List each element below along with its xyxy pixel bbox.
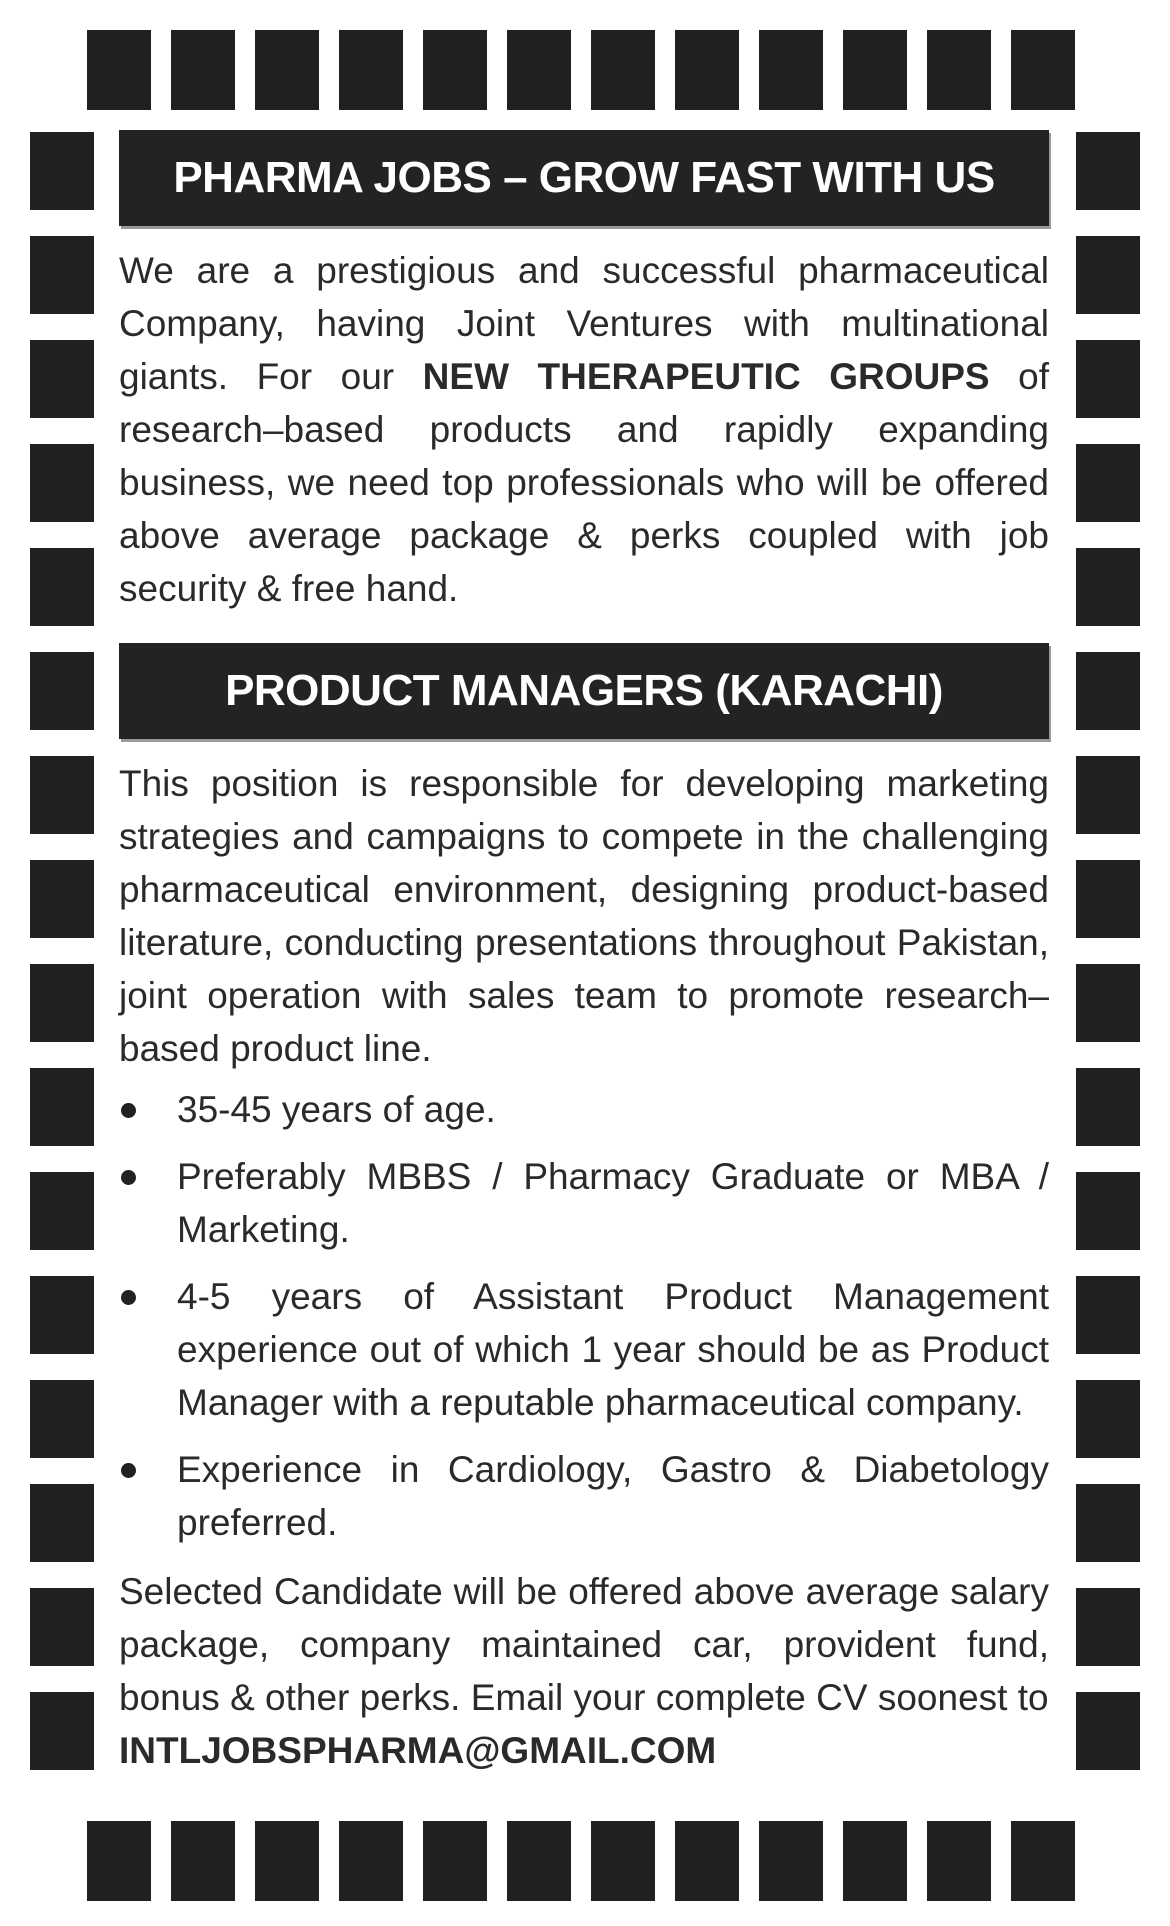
border-square <box>1076 860 1140 938</box>
border-square <box>1076 236 1140 314</box>
intro-text-1: We are a prestigious and successful pharmaceutical Company, having Joint Ventures with multinational giants. For our <box>119 250 1049 397</box>
border-square <box>675 30 739 110</box>
closing-paragraph: Selected Candidate will be offered above average salary package, company maintained car, provident fund, bonus & other perks. Email your complete CV soonest to <box>119 1571 1049 1718</box>
border-square <box>30 1172 94 1250</box>
border-square <box>1076 132 1140 210</box>
border-square <box>30 444 94 522</box>
border-square <box>171 30 235 110</box>
border-square <box>87 30 151 110</box>
requirement-text: 4-5 years of Assistant Product Management experience out of which 1 year should be as Product Manager with a reputable pharmaceutical company. <box>177 1276 1049 1423</box>
border-square <box>1076 1068 1140 1146</box>
border-square <box>759 30 823 110</box>
requirement-item <box>119 1083 1049 1136</box>
border-square <box>30 1692 94 1770</box>
border-square <box>1076 964 1140 1042</box>
border-square <box>591 30 655 110</box>
border-square <box>1076 444 1140 522</box>
headline-banner: PHARMA JOBS – GROW FAST WITH US <box>119 130 1049 226</box>
border-square <box>1011 1821 1075 1901</box>
border-square <box>30 1068 94 1146</box>
border-square <box>30 1380 94 1458</box>
bullet-icon <box>121 1103 136 1118</box>
border-square <box>30 756 94 834</box>
border-square <box>30 1276 94 1354</box>
requirements-list <box>119 1083 1049 1549</box>
border-square <box>30 1484 94 1562</box>
border-square <box>339 30 403 110</box>
border-square <box>1076 1484 1140 1562</box>
border-square <box>171 1821 235 1901</box>
border-square <box>1076 1692 1140 1770</box>
border-square <box>30 652 94 730</box>
border-square <box>1076 340 1140 418</box>
border-square <box>1076 1172 1140 1250</box>
requirement-item <box>119 1443 1049 1549</box>
requirement-item <box>119 1150 1049 1256</box>
contact-email[interactable]: INTLJOBSPHARMA@GMAIL.COM <box>119 1730 717 1771</box>
requirement-text: Preferably MBBS / Pharmacy Graduate or MBA / Marketing. <box>177 1156 1049 1250</box>
border-square <box>30 340 94 418</box>
border-square <box>927 1821 991 1901</box>
border-square <box>591 1821 655 1901</box>
requirement-item <box>119 1270 1049 1429</box>
intro-paragraph <box>119 244 1049 615</box>
bullet-icon <box>121 1170 136 1185</box>
border-square <box>30 860 94 938</box>
border-square <box>843 1821 907 1901</box>
border-square <box>507 30 571 110</box>
border-square <box>30 1588 94 1666</box>
border-square <box>423 30 487 110</box>
border-square <box>30 964 94 1042</box>
ad-content <box>119 130 1049 1777</box>
position-description: This position is responsible for developing marketing strategies and campaigns to compete in the challenging pharmaceutical environment, designing product-based literature, conducting presentations throughout Pakistan, joint operation with sales team to promote research–based product line. <box>119 763 1049 1069</box>
intro-bold: NEW THERAPEUTIC GROUPS <box>422 356 990 397</box>
border-square <box>255 1821 319 1901</box>
border-square <box>339 1821 403 1901</box>
border-square <box>423 1821 487 1901</box>
border-square <box>1076 1276 1140 1354</box>
position-banner: PRODUCT MANAGERS (KARACHI) <box>119 643 1049 739</box>
border-square <box>30 548 94 626</box>
border-square <box>927 30 991 110</box>
border-square <box>759 1821 823 1901</box>
border-square <box>843 30 907 110</box>
border-square <box>30 132 94 210</box>
border-square <box>255 30 319 110</box>
border-square <box>1076 652 1140 730</box>
border-square <box>1011 30 1075 110</box>
border-square <box>507 1821 571 1901</box>
border-square <box>675 1821 739 1901</box>
bullet-icon <box>121 1290 136 1305</box>
requirement-text: Experience in Cardiology, Gastro & Diabetology preferred. <box>177 1449 1049 1543</box>
border-square <box>1076 1380 1140 1458</box>
requirement-text: 35-45 years of age. <box>177 1089 496 1130</box>
bullet-icon <box>121 1463 136 1478</box>
border-square <box>30 236 94 314</box>
border-square <box>1076 1588 1140 1666</box>
border-square <box>87 1821 151 1901</box>
border-square <box>1076 756 1140 834</box>
border-square <box>1076 548 1140 626</box>
intro-text-2: of research–based products and rapidly expanding business, we need top professionals who will be offered above average package & perks coupled with job security & free hand. <box>119 356 1050 609</box>
